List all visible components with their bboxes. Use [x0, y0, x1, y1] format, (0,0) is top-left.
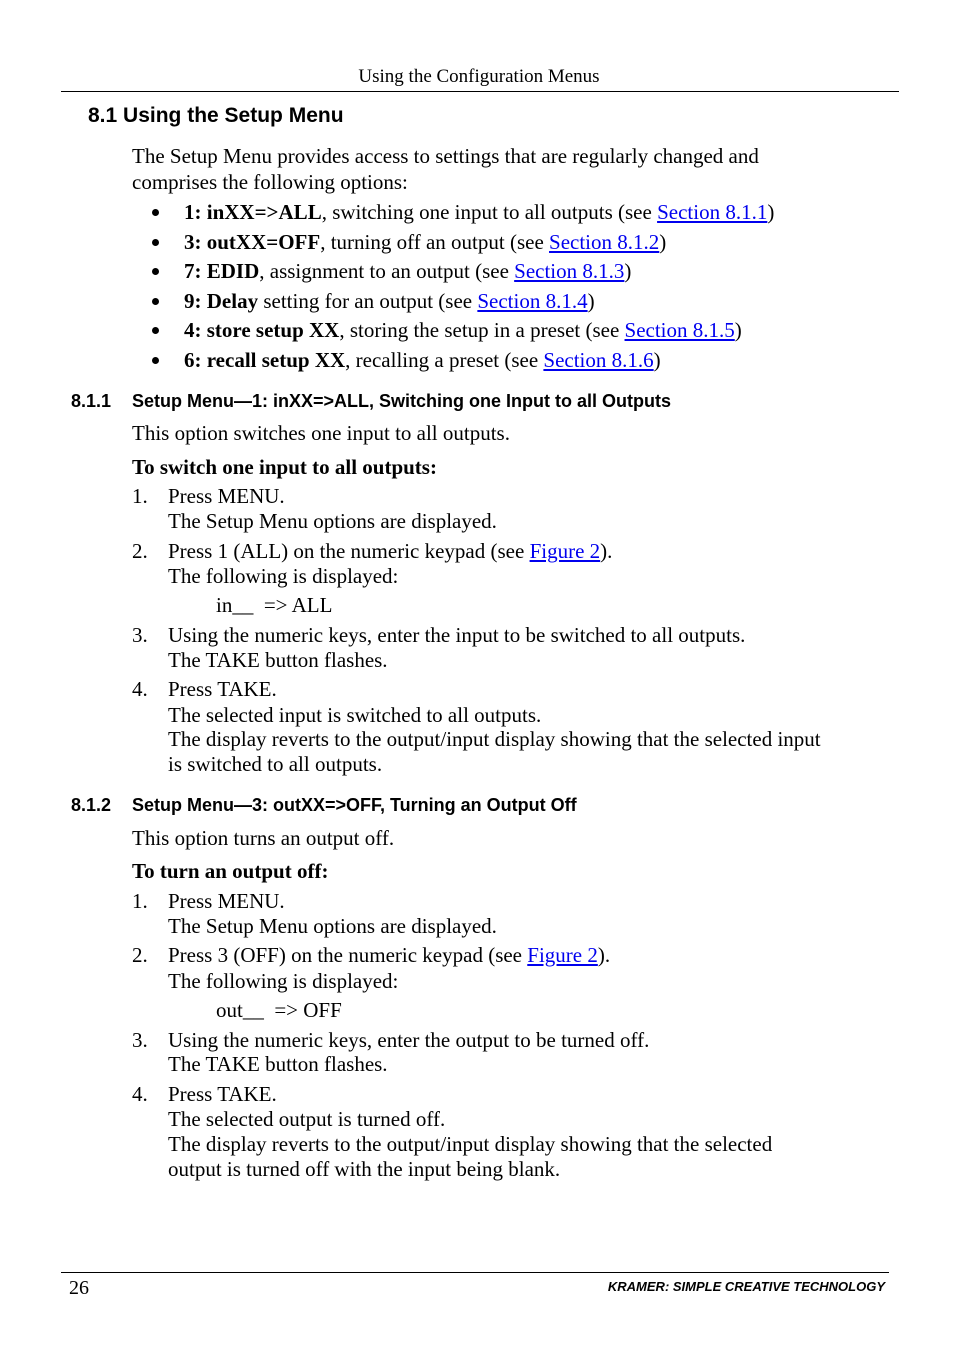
step-number: 1.	[132, 484, 148, 508]
procedure-title: To turn an output off:	[132, 859, 329, 883]
bullet-item	[184, 259, 631, 284]
step-text: Press TAKE.	[168, 1082, 277, 1106]
intro-line-1: The Setup Menu provides access to settings that are regularly changed and	[132, 144, 759, 168]
step-text: Using the numeric keys, enter the output to be turned off.	[168, 1028, 650, 1052]
bullet-item	[184, 230, 666, 255]
step-result: The following is displayed:	[168, 969, 399, 993]
step-text-part: ).	[600, 539, 613, 563]
bullet-dot	[152, 348, 162, 358]
step-result: The selected output is turned off.	[168, 1107, 446, 1131]
option-text: , turning off an output (see	[320, 230, 550, 254]
step-result: The TAKE button flashes.	[168, 1052, 388, 1076]
close-paren: )	[653, 348, 661, 372]
option-name: 4: store setup XX	[184, 318, 340, 342]
section-heading-8-1: 8.1 Using the Setup Menu	[88, 104, 344, 127]
close-paren: )	[624, 259, 632, 283]
step-text-part: Press 3 (OFF) on the numeric keypad (see	[168, 943, 528, 967]
bullet-dot	[152, 230, 162, 240]
step-number: 3.	[132, 623, 148, 647]
bullet-dot	[152, 259, 162, 269]
bullet-item	[184, 200, 774, 225]
option-text: , assignment to an output (see	[259, 259, 515, 283]
bullet-item	[184, 348, 661, 373]
close-paren: )	[659, 230, 667, 254]
step-text	[168, 943, 610, 968]
bullet-dot	[152, 318, 162, 328]
bullet-dot	[152, 200, 162, 210]
footer-brand: KRAMER: SIMPLE CREATIVE TECHNOLOGY	[607, 1279, 885, 1294]
step-text	[168, 539, 612, 564]
section-link[interactable]: Section 8.1.3	[514, 259, 625, 283]
close-paren: )	[767, 200, 775, 224]
procedure-title: To switch one input to all outputs:	[132, 455, 437, 479]
footer-rule	[61, 1272, 889, 1273]
header-rule	[61, 91, 899, 92]
option-text: , recalling a preset (see	[345, 348, 544, 372]
running-header: Using the Configuration Menus	[358, 66, 600, 87]
close-paren: )	[734, 318, 742, 342]
step-text: Press MENU.	[168, 484, 285, 508]
display-readout: out__ => OFF	[216, 998, 342, 1022]
subsection-title-8-1-2: Setup Menu—3: outXX=>OFF, Turning an Output Off	[132, 795, 577, 815]
step-text: Press MENU.	[168, 889, 285, 913]
step-number: 4.	[132, 1082, 148, 1106]
step-result: The Setup Menu options are displayed.	[168, 509, 497, 533]
section-link[interactable]: Section 8.1.5	[624, 318, 735, 342]
bullet-dot	[152, 289, 162, 299]
step-text: Press TAKE.	[168, 677, 277, 701]
option-text: , storing the setup in a preset (see	[339, 318, 625, 342]
subsection-title-8-1-1: Setup Menu—1: inXX=>ALL, Switching one Input to all Outputs	[132, 391, 671, 411]
step-text: Using the numeric keys, enter the input to be switched to all outputs.	[168, 623, 746, 647]
section-link[interactable]: Section 8.1.6	[543, 348, 654, 372]
step-text-part: ).	[597, 943, 611, 967]
figure-link[interactable]: Figure 2	[529, 539, 601, 563]
section-link[interactable]: Section 8.1.1	[657, 200, 768, 224]
option-name: 1: inXX=>ALL	[184, 200, 322, 224]
step-result: is switched to all outputs.	[168, 752, 383, 776]
display-readout: in__ => ALL	[216, 593, 333, 617]
step-result: The following is displayed:	[168, 564, 399, 588]
step-result: The Setup Menu options are displayed.	[168, 914, 497, 938]
step-result: The selected input is switched to all outputs.	[168, 703, 542, 727]
step-text-part: Press 1 (ALL) on the numeric keypad (see	[168, 539, 530, 563]
page-number: 26	[69, 1277, 89, 1299]
step-result: The TAKE button flashes.	[168, 648, 388, 672]
section-link[interactable]: Section 8.1.2	[549, 230, 660, 254]
option-text: setting for an output (see	[258, 289, 478, 313]
step-number: 2.	[132, 943, 148, 967]
bullet-item	[184, 289, 595, 314]
close-paren: )	[587, 289, 595, 313]
step-number: 1.	[132, 889, 148, 913]
option-name: 7: EDID	[184, 259, 260, 283]
step-result: The display reverts to the output/input display showing that the selected input	[168, 727, 821, 751]
subsection-number-8-1-1: 8.1.1	[71, 391, 112, 411]
step-number: 2.	[132, 539, 148, 563]
step-number: 4.	[132, 677, 148, 701]
section-link[interactable]: Section 8.1.4	[477, 289, 588, 313]
subsection-intro: This option switches one input to all outputs.	[132, 421, 510, 445]
option-name: 3: outXX=OFF	[184, 230, 321, 254]
figure-link[interactable]: Figure 2	[527, 943, 598, 967]
step-result: The display reverts to the output/input display showing that the selected	[168, 1132, 773, 1156]
subsection-intro: This option turns an output off.	[132, 826, 395, 850]
option-name: 9: Delay	[184, 289, 259, 313]
subsection-number-8-1-2: 8.1.2	[71, 795, 112, 815]
option-text: , switching one input to all outputs (see	[321, 200, 658, 224]
step-number: 3.	[132, 1028, 148, 1052]
option-name: 6: recall setup XX	[184, 348, 346, 372]
intro-line-2: comprises the following options:	[132, 170, 408, 194]
step-result: output is turned off with the input being blank.	[168, 1157, 561, 1181]
bullet-item	[184, 318, 742, 343]
